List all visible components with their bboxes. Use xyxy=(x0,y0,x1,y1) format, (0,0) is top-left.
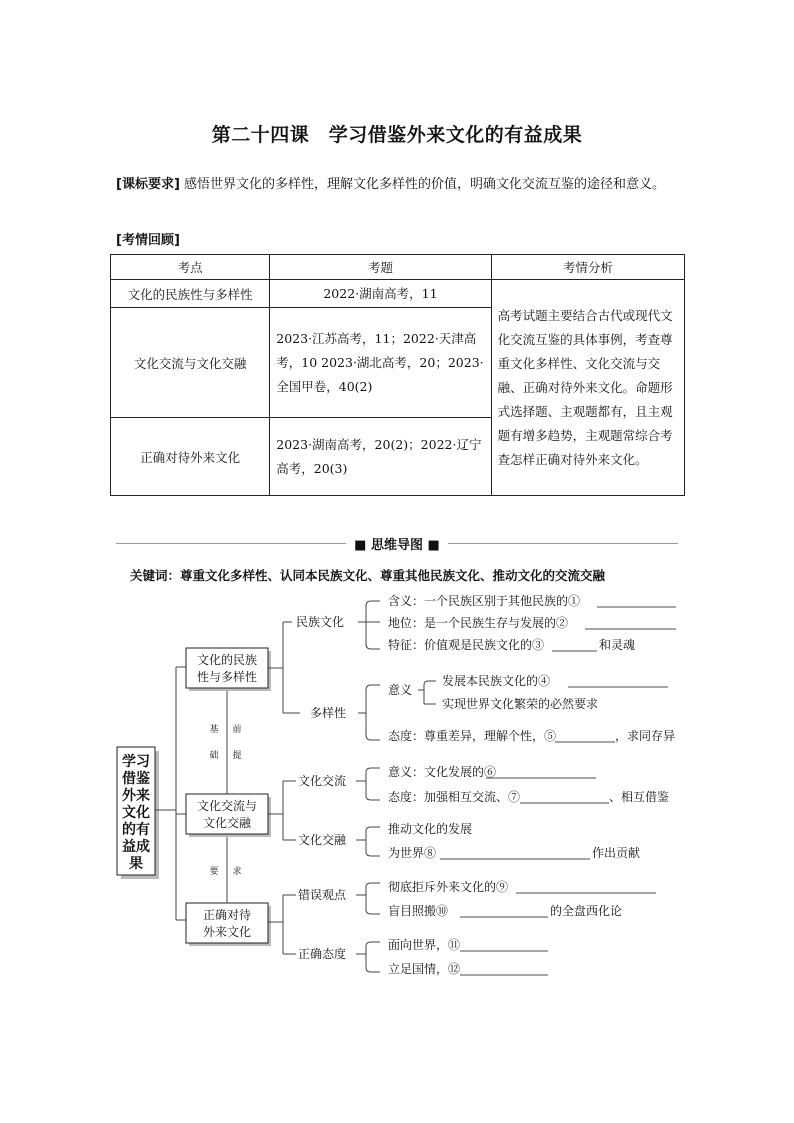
leaf-text: 推动文化的发展 xyxy=(388,822,473,836)
leaf-text: 态度：加强相互交流、⑦ xyxy=(388,790,521,804)
leaf-text: 面向世界，⑪ xyxy=(388,938,461,952)
table-header: 考点 xyxy=(111,255,270,280)
mindmap-title: ■ 思维导图 ■ xyxy=(354,538,440,553)
exam-analysis: 高考试题主要结合古代或现代文化交流互鉴的具体事例，考查尊重文化多样性、文化交流与交融、正确对待外来文化。命题形式选择题、主观题都有，且主观题有增多趋势，主观题常综合考查怎样正确对待外来文化。 xyxy=(491,280,684,496)
node-text: 外来文化 xyxy=(202,925,252,939)
leaf-text: 含义：一个民族区别于其他民族的① xyxy=(388,594,581,608)
leaf-text: 和灵魂 xyxy=(599,638,636,652)
leaf-text: 、相互借鉴 xyxy=(609,790,670,804)
branch-wrong-view: 错误观点 xyxy=(298,888,347,902)
node-text: 正确对待 xyxy=(202,908,252,922)
link-label: 提 xyxy=(232,751,242,761)
branch-diversity: 多样性 xyxy=(310,706,347,720)
node-text: 文化的民族 xyxy=(196,653,258,667)
leaf-text: 彻底拒斥外来文化的⑨ xyxy=(388,880,509,894)
root-text: 果 xyxy=(129,856,143,872)
leaf-text: 盲目照搬⑩ xyxy=(388,904,449,918)
node-text: 文化交流与 xyxy=(196,799,258,813)
bracket xyxy=(358,685,380,740)
exam-point: 文化交流与文化交融 xyxy=(111,308,270,418)
exam-review-tag: [考情回顾] xyxy=(116,233,180,248)
exam-point: 正确对待外来文化 xyxy=(111,418,270,496)
root-text: 的有 xyxy=(122,822,150,838)
bracket xyxy=(356,827,380,856)
table-header: 考题 xyxy=(270,255,491,280)
exam-point: 文化的民族性与多样性 xyxy=(111,280,270,308)
keywords-line: 关键词：尊重文化多样性、认同本民族文化、尊重其他民族文化、推动文化的交流交融 xyxy=(130,568,606,583)
leaf-text: 意义 xyxy=(388,683,413,697)
requirement-text: 感悟世界文化的多样性，理解文化多样性的价值，明确文化交流互鉴的途径和意义。 xyxy=(184,177,666,192)
requirement-tag: [课标要求] xyxy=(116,177,180,192)
bracket xyxy=(358,601,380,649)
bracket xyxy=(356,768,380,800)
root-text: 益成 xyxy=(122,839,150,855)
leaf-text: 为世界⑧ xyxy=(388,846,437,860)
leaf-text: 发展本民族文化的④ xyxy=(442,674,551,688)
exam-questions: 2023·江苏高考，11；2022·天津高考，10 2023·湖北高考，20；2023·全国甲卷，40(2) xyxy=(270,308,491,418)
root-text: 文化 xyxy=(122,805,150,821)
bracket xyxy=(418,681,436,704)
bracket xyxy=(356,942,380,972)
link-label: 础 xyxy=(209,751,219,761)
leaf-text: 特征：价值观是民族文化的③ xyxy=(388,638,545,652)
page-title: 第二十四课 学习借鉴外来文化的有益成果 xyxy=(211,124,583,146)
link-label: 前 xyxy=(232,725,242,735)
branch-exchange: 文化交流 xyxy=(298,774,347,788)
leaf-text: 意义：文化发展的⑥ xyxy=(388,765,497,779)
bracket xyxy=(356,883,380,914)
leaf-text: 实现世界文化繁荣的必然要求 xyxy=(442,697,599,711)
root-text: 借鉴 xyxy=(122,771,150,787)
leaf-text: 态度：尊重差异，理解个性，⑤ xyxy=(388,729,557,743)
link-label: 求 xyxy=(232,867,242,877)
leaf-text: 的全盘西化论 xyxy=(550,904,623,918)
branch-ethnic-culture: 民族文化 xyxy=(296,615,345,629)
exam-questions: 2023·湖南高考，20(2)；2022·辽宁高考，20(3) xyxy=(270,418,491,496)
node-text: 性与多样性 xyxy=(196,670,258,684)
branch-fusion: 文化交融 xyxy=(298,833,347,847)
mindmap-title-text: 思维导图 xyxy=(370,538,423,553)
node-text: 文化交融 xyxy=(202,816,252,830)
leaf-text: ，求同存异 xyxy=(615,729,676,743)
table-header: 考情分析 xyxy=(491,255,684,280)
link-label: 基 xyxy=(209,725,219,735)
leaf-text: 地位：是一个民族生存与发展的② xyxy=(388,616,569,630)
leaf-text: 作出贡献 xyxy=(592,846,641,860)
exam-questions: 2022·湖南高考，11 xyxy=(270,280,491,308)
leaf-text: 立足国情，⑫ xyxy=(388,962,461,976)
root-text: 外来 xyxy=(122,788,150,804)
branch-correct-attitude: 正确态度 xyxy=(298,947,347,961)
link-label: 要 xyxy=(209,867,219,877)
root-text: 学习 xyxy=(122,754,150,770)
